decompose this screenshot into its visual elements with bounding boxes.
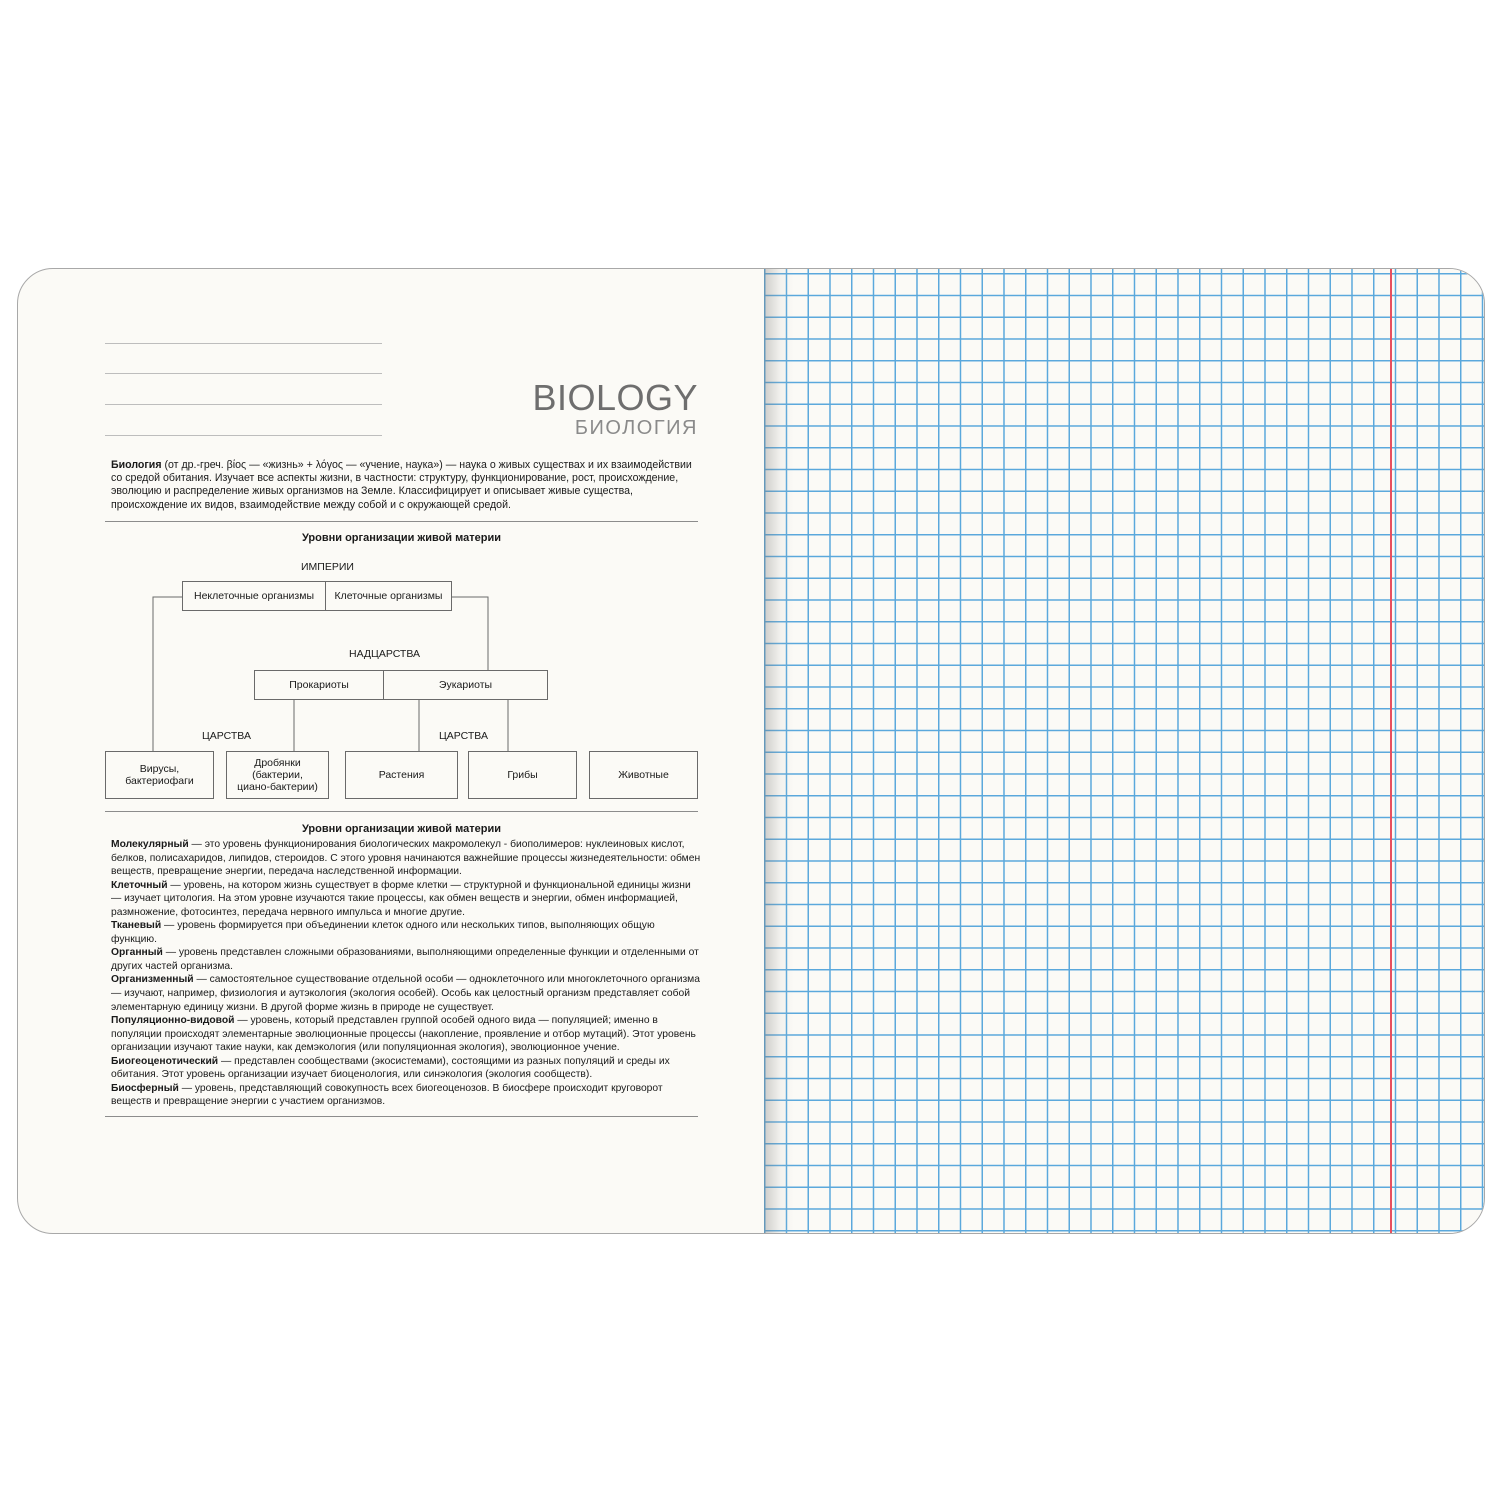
divider — [105, 811, 698, 812]
level-item: Биогеоценотический — представлен сообществами (экосистемами), состоящими из разных популяций и среды их обитания. Этот уровень организации изучает биоценология, или синэкология (экология сообществ). — [111, 1055, 670, 1081]
grid-page — [764, 269, 1485, 1233]
intro-term: Биология — [111, 459, 162, 471]
left-page — [18, 269, 764, 1233]
page-subtitle: БИОЛОГИЯ — [574, 417, 698, 439]
box-prokaryotes: Прокариоты — [254, 670, 384, 700]
connector-noncellular-viruses — [153, 597, 182, 751]
kingdoms-label-left: ЦАРСТВА — [202, 730, 251, 742]
level-item: Популяционно-видовой — уровень, который представлен группой особей одного вида — популяцией; именно в популяции происходят элементарные эволюционные процессы (накопление, проявление и отбор мутаций). Этот уровень организации изучают такие науки, как демэкология (или популяционная экология), эволюционное учение. — [111, 1015, 696, 1054]
name-line — [105, 373, 382, 374]
kingdoms-label-right: ЦАРСТВА — [439, 730, 488, 742]
box-animals: Животные — [589, 751, 698, 799]
name-line — [105, 343, 382, 344]
empires-label: ИМПЕРИИ — [301, 561, 354, 573]
levels-title: Уровни организации живой материи — [302, 823, 501, 835]
box-plants: Растения — [345, 751, 458, 799]
box-noncellular: Неклеточные организмы — [182, 581, 326, 611]
superkingdoms-label: НАДЦАРСТВА — [349, 648, 421, 660]
levels-list — [111, 838, 701, 1109]
level-item: Молекулярный — это уровень функционирования биологических макромолекул - биополимеров: нуклеиновых кислот, белков, полисахаридов, липидов, стероидов. С этого уровня начинаются важнейшие процессы жизнедеятельности: обмен веществ, превращение энергии, передача наследственной информации. — [111, 839, 701, 878]
box-viruses: Вирусы, бактериофаги — [105, 751, 214, 799]
notebook-spread — [17, 268, 1485, 1234]
box-cellular: Клеточные организмы — [325, 581, 452, 611]
level-item: Органный — уровень представлен сложными образованиями, выполняющими определенные функции и отделенными от других частей организма. — [111, 947, 699, 972]
divider — [105, 1116, 698, 1117]
name-line — [105, 435, 382, 436]
page-title: BIOLOGY — [532, 377, 698, 418]
margin-line — [1390, 269, 1392, 1233]
level-item: Организменный — самостоятельное существование отдельной особи — одноклеточного или многоклеточного организма — изучают, например, физиология и аутэкология (экология особей). Особь как целостный организм представляет собой элементарную единицу жизни. В другой форме жизнь в природе не существует. — [111, 974, 700, 1013]
connector-cellular-eukaryotes — [452, 597, 488, 670]
name-line — [105, 404, 382, 405]
level-item: Клеточный — уровень, на котором жизнь существует в форме клетки — структурной и функциональной единицы жизни — изучает цитология. На этом уровне изучаются такие процессы, как обмен веществ и энергии, обмен информацией, размножение, фотосинтез, передача нервного импульса и многие другие. — [111, 879, 691, 918]
box-eukaryotes: Эукариоты — [383, 670, 548, 700]
level-item: Тканевый — уровень формируется при объединении клеток одного или нескольких типов, выполняющих общую функцию. — [111, 920, 655, 945]
intro-paragraph — [111, 459, 701, 512]
intro-text: (от др.-греч. βίος — «жизнь» + λόγος — «учение, наука») — наука о живых существах и их взаимодействии со средой обитания. Изучает все аспекты жизни, в частности: структуру, функционирование, рост, происхождение, эволюцию и распределение живых организмов на Земле. Классифицирует и описывает живые существа, происхождение их видов, взаимодействие между собой и с окружающей средой. — [111, 459, 692, 511]
level-item: Биосферный — уровень, представляющий совокупность всех биогеоценозов. В биосфере происходит круговорот веществ и превращение энергии с участием организмов. — [111, 1082, 663, 1108]
diagram-title: Уровни организации живой материи — [302, 532, 501, 544]
box-drobyanki: Дробянки (бактерии, циано-бактерии) — [226, 751, 329, 799]
divider — [105, 521, 698, 522]
box-fungi: Грибы — [468, 751, 577, 799]
